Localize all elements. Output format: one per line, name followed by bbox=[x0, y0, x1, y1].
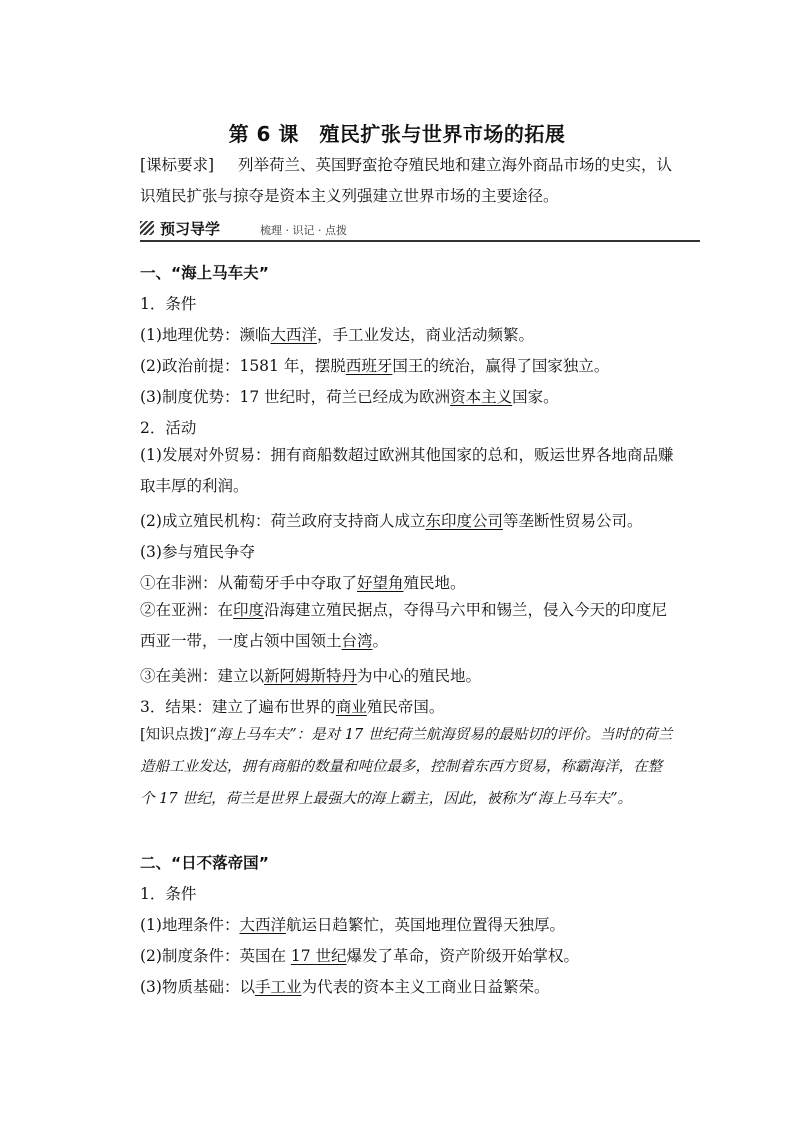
section-heading-1: 一、“海上马车夫” bbox=[140, 264, 269, 282]
subheading-activities: 2．活动 bbox=[140, 419, 197, 437]
list-item: (1)地理优势：濒临大西洋，手工业发达，商业活动频繁。 bbox=[140, 326, 534, 344]
list-item: (2)政治前提：1581 年，摆脱西班牙国王的统治，赢得了国家独立。 bbox=[140, 357, 610, 375]
requirement-text: 列举荷兰、英国野蛮抢夺殖民地和建立海外商品市场的史实，认识殖民扩张与掠夺是资本主义列强建立世界市场的主要途径。 bbox=[140, 156, 672, 205]
list-item: ②在亚洲：在印度沿海建立殖民据点，夺得马六甲和锡兰，侵入今天的印度尼西亚一带，一度占领中国领土台湾。 bbox=[140, 601, 668, 650]
lesson-title: 第 6 课 殖民扩张与世界市场的拓展 bbox=[228, 122, 566, 146]
list-item: ①在非洲：从葡萄牙手中夺取了好望角殖民地。 bbox=[140, 574, 466, 592]
answer-blank: 大西洋 bbox=[270, 326, 317, 344]
subheading-conditions: 1．条件 bbox=[140, 295, 197, 313]
list-item: (2)制度条件：英国在 17 世纪爆发了革命，资产阶级开始掌权。 bbox=[140, 947, 580, 965]
tip-text: “海上马车夫”：是对 17 世纪荷兰航海贸易的最贴切的评价。当时的荷兰造船工业发达，拥有商船的数量和吨位最多，控制着东西方贸易，称霸海洋，在整个 17 世纪，荷兰是世界上最强大的海上霸主，因此，被称为“海上马车夫”。 bbox=[140, 727, 673, 807]
list-item: (1)地理条件：大西洋航运日趋繁忙，英国地理位置得天独厚。 bbox=[140, 916, 565, 934]
tip-label: [知识点拨] bbox=[140, 727, 210, 743]
answer-blank: 大西洋 bbox=[239, 916, 286, 934]
section-heading-2: 二、“日不落帝国” bbox=[140, 854, 269, 872]
answer-blank: 商业 bbox=[335, 698, 367, 716]
list-item: 3．结果：建立了遍布世界的商业殖民帝国。 bbox=[140, 698, 445, 716]
answer-blank: 好望角 bbox=[357, 574, 404, 592]
list-item: (3)制度优势：17 世纪时，荷兰已经成为欧洲资本主义国家。 bbox=[140, 388, 559, 406]
list-item: (1)发展对外贸易：拥有商船数超过欧洲其他国家的总和，贩运世界各地商品赚取丰厚的利润。 bbox=[140, 446, 674, 495]
answer-blank: 东印度公司 bbox=[425, 512, 503, 530]
stripes-icon bbox=[140, 221, 154, 235]
course-requirement bbox=[140, 150, 675, 212]
banner-subtitle: 梳理 · 识记 · 点拨 bbox=[260, 224, 347, 237]
answer-blank: 手工业 bbox=[254, 978, 302, 996]
list-item: (2)成立殖民机构：荷兰政府支持商人成立东印度公司等垄断性贸易公司。 bbox=[140, 512, 643, 530]
answer-blank: 新阿姆斯特丹 bbox=[264, 667, 358, 685]
answer-blank: 印度 bbox=[233, 601, 265, 619]
banner-tag bbox=[140, 219, 252, 239]
list-item: (3)参与殖民争夺 bbox=[140, 543, 255, 561]
knowledge-tip bbox=[140, 719, 675, 815]
section-banner bbox=[140, 219, 700, 243]
list-item: (3)物质基础：以手工业为代表的资本主义工商业日益繁荣。 bbox=[140, 978, 550, 996]
banner-label: 预习导学 bbox=[160, 220, 221, 238]
answer-blank: 17 世纪 bbox=[290, 947, 347, 965]
list-item: ③在美洲：建立以新阿姆斯特丹为中心的殖民地。 bbox=[140, 667, 482, 685]
banner-divider bbox=[140, 240, 700, 242]
subheading-conditions: 1．条件 bbox=[140, 885, 197, 903]
answer-blank: 资本主义 bbox=[450, 388, 513, 406]
answer-blank: 西班牙 bbox=[345, 357, 393, 375]
answer-blank: 台湾 bbox=[341, 632, 373, 650]
requirement-label: [课标要求] bbox=[140, 156, 215, 174]
